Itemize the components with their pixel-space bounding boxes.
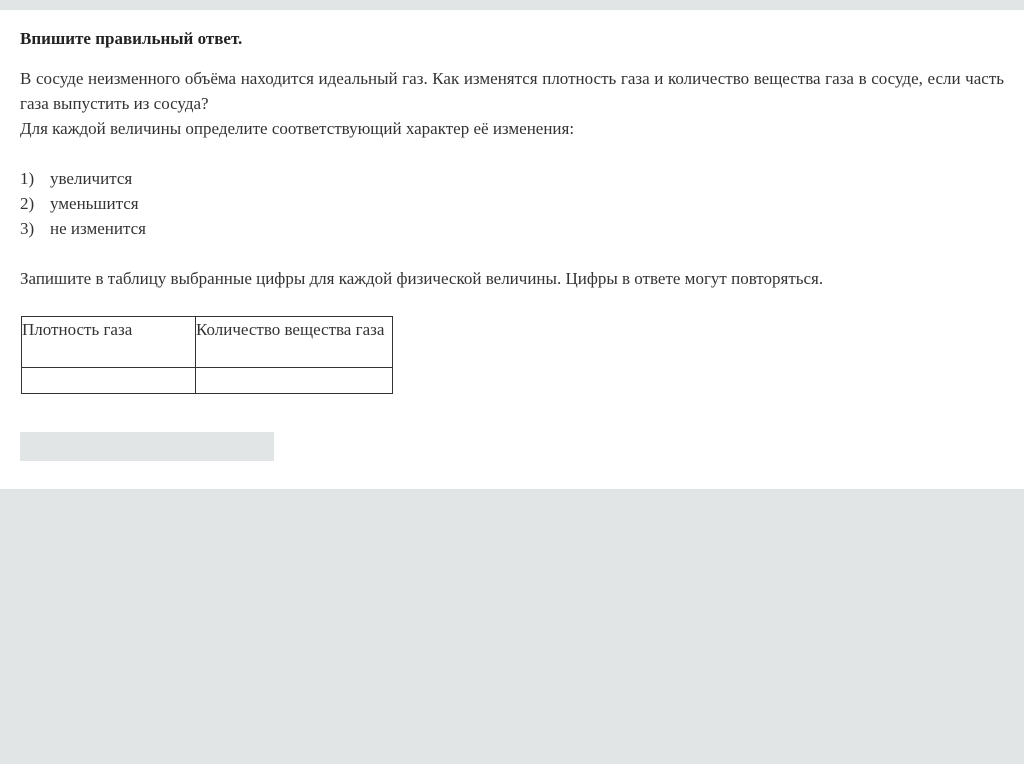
question-text: [20, 66, 1004, 291]
table-value-amount[interactable]: [196, 368, 390, 393]
option-item: [20, 191, 1004, 216]
option-number: 2): [20, 194, 35, 213]
answer-input[interactable]: [20, 432, 274, 461]
table-header-amount: Количество вещества газа: [196, 317, 393, 368]
table-cell-amount[interactable]: [196, 368, 393, 394]
task-card: [0, 10, 1024, 489]
question-paragraph: Для каждой величины определите соответствующий характер её изменения:: [20, 119, 575, 138]
option-number: 3): [20, 219, 35, 238]
table-instruction: Запишите в таблицу выбранные цифры для каждой физической величины. Цифры в ответе могут повторяться.: [20, 269, 824, 288]
option-number: 1): [20, 169, 35, 188]
option-item: [20, 166, 1004, 191]
answer-table: [21, 316, 393, 394]
option-text: не изменится: [50, 219, 146, 238]
table-cell-density[interactable]: [22, 368, 196, 394]
option-text: увеличится: [50, 169, 133, 188]
table-header-density: Плотность газа: [22, 317, 196, 368]
question-paragraph: В сосуде неизменного объёма находится идеальный газ. Как изменятся плотность газа и количество вещества газа в сосуде, если часть газа выпустить из сосуда?: [20, 69, 1004, 113]
table-value-density[interactable]: [22, 368, 193, 393]
table-header-row: [22, 317, 393, 368]
option-item: [20, 216, 1004, 241]
task-instruction: Впишите правильный ответ.: [20, 29, 243, 48]
options-list: [20, 166, 1004, 241]
table-input-row: [22, 368, 393, 394]
option-text: уменьшится: [50, 194, 139, 213]
